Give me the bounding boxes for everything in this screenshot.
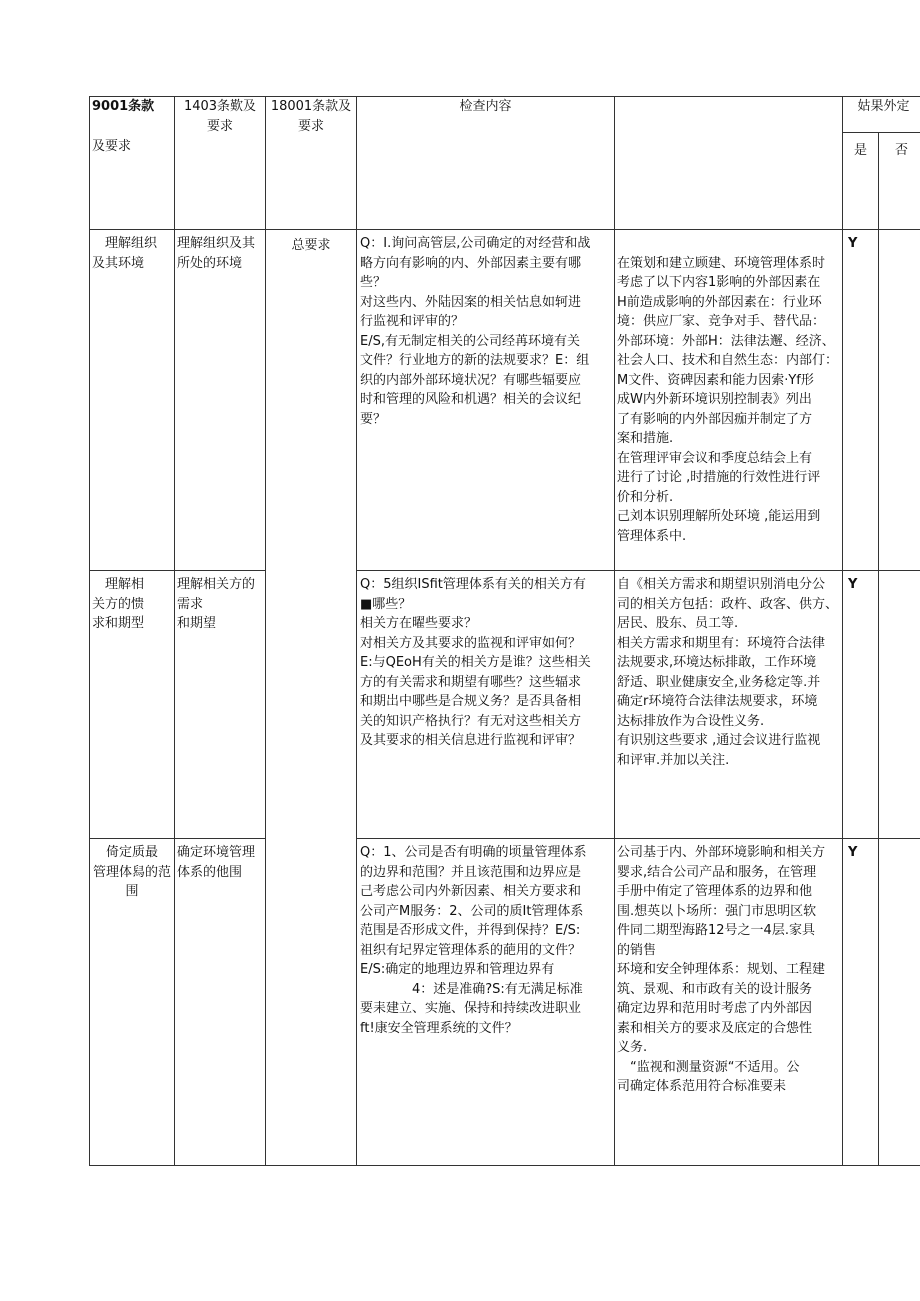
header-yes: 是 — [843, 133, 879, 230]
table-row — [90, 839, 920, 1166]
header-result: 姑果外定 — [843, 97, 920, 133]
clause-9001: 理解相 关方的愦 求和期型 — [90, 571, 175, 839]
header-18001-clause: 18001条款及 要求 — [266, 97, 357, 230]
header-14001-clause: 1403条歎及 要求 — [175, 97, 266, 230]
header-findings — [615, 97, 843, 230]
header-9001-line1: 9001条款 — [92, 99, 155, 114]
result-yes-mark: Y — [843, 571, 879, 839]
finding-record: 自《相关方需求和期望识别消电分公 司的相关方包括：政杵、政客、供方、 居民、股东、员工等. 相关方需求和期里有：环境符合法律 法规要求,环境达标排敢，工作环境 舒适、职业健康安全,业务稔定等.并 确定r环境符合法律法规要求，环境 达标排放作为合设性义务. 有识别这些要求 ,通过会议进行监视 和评审.并加以关注. — [615, 571, 843, 839]
finding-record: 公司基于内、外部环境影晌和相关方 婴求,结合公司产品和服务，在管理 手册中侑定了管理体系的边界和他 围.想英以卜场所：强门市思明区软 件同二期型海路12号之一4层.家具 的销售 环境和安全钟理体系：规划、工程建 筑、景观、和市政有关的设计服务 确定边界和范用时考虑了内外部因 素和相关方的要求及底定的合怹性 义务. “监视和测量资源“不适用。公 司确定体系范用符合标准要耒 — [615, 839, 843, 1166]
clause-9001: 理解组织 及其环境 — [90, 230, 175, 571]
header-row — [90, 97, 920, 133]
check-content: Q：1、公司是否有明确的顷量管理体系 的边界和范围？并且该范围和边界应是 己考虑公司内外新因素、相关方要求和 公司产M服务：2、公司的质It管理体系 范围是否形成文件，并得到保持？E/S: 祖织有圮界定管理体系的葩用的文件？ E/S:确定的地理边界和管理边界有 4：述是准确?S:有无满足标准 要耒建立、实施、保持和持续改进职业 ft!康安全管理系统的文件？ — [357, 839, 615, 1166]
result-yes-mark: Y — [843, 230, 879, 571]
result-no-mark — [879, 839, 920, 1166]
clause-18001: 总要求 — [266, 230, 357, 1166]
clause-14001: 理解相关方的 需求 和期望 — [175, 571, 266, 839]
header-9001-clause — [90, 97, 175, 230]
check-content: Q：I.询问高管层,公司确定的对经营和战 略方向有影响的内、外部因素主要有哪 些？ 对这些内、外陆因案的相关怙息如轲进 行监视和评审的？ E/S,有无制定相关的公司经苒环境有关 文件？行业地方的新的法规要求？E：组 织的内部外部环境状况？有哪些辐要应 时和管理的风险和机遇？相关的会议纪 要？ — [357, 230, 615, 571]
header-no: 否 — [879, 133, 920, 230]
clause-14001: 理解组织及其 所处的环境 — [175, 230, 266, 571]
audit-checklist-table — [89, 96, 920, 1166]
finding-record: 在策划和建立顾建、环境管理体系时 考虑了以下内容1影响的外部因素在 H前造成影响的外部因素在：行业环 境：供应厂家、竞争对手、替代品： 外部环境：外部H：法律法邂、经济、 社会人口、技术和自然生态：内部仃： M文件、资碑因素和能力因索·Yf形 成W内外新环境识别控制表》列出 了有影响的内外部因痂并制定了方 案和措施. 在管理评审会议和季度总结会上有 进行了讨论 ,时措施的行效性进行评 价和分析. 己刘本识别理解所处环境 ,能运用到 管理体系中. — [615, 230, 843, 571]
clause-9001: 倚定质最 管理体舄的范 围 — [90, 839, 175, 1166]
header-9001-line2: 及要求 — [92, 138, 132, 154]
header-check-content: 检查内容 — [357, 97, 615, 230]
clause-14001: 确定环境管理 体系的他围 — [175, 839, 266, 1166]
table-row — [90, 571, 920, 839]
check-content: Q：5组织ISfit管理体系有关的相关方有 ■哪些？ 相关方在曜些要求？ 对相关方及其要求的监视和评审如何？ E:与QEoH有关的相关方是谁？这些相关 方的有关需求和期望有哪些？这些辐求 和期岀中哪些是合规义务？是否具备相 关的知识产格执行？有无对这些相关方 及其要求的相关信息进行监视和评审？ — [357, 571, 615, 839]
table-row — [90, 230, 920, 571]
result-yes-mark: Y — [843, 839, 879, 1166]
result-no-mark — [879, 571, 920, 839]
result-no-mark — [879, 230, 920, 571]
